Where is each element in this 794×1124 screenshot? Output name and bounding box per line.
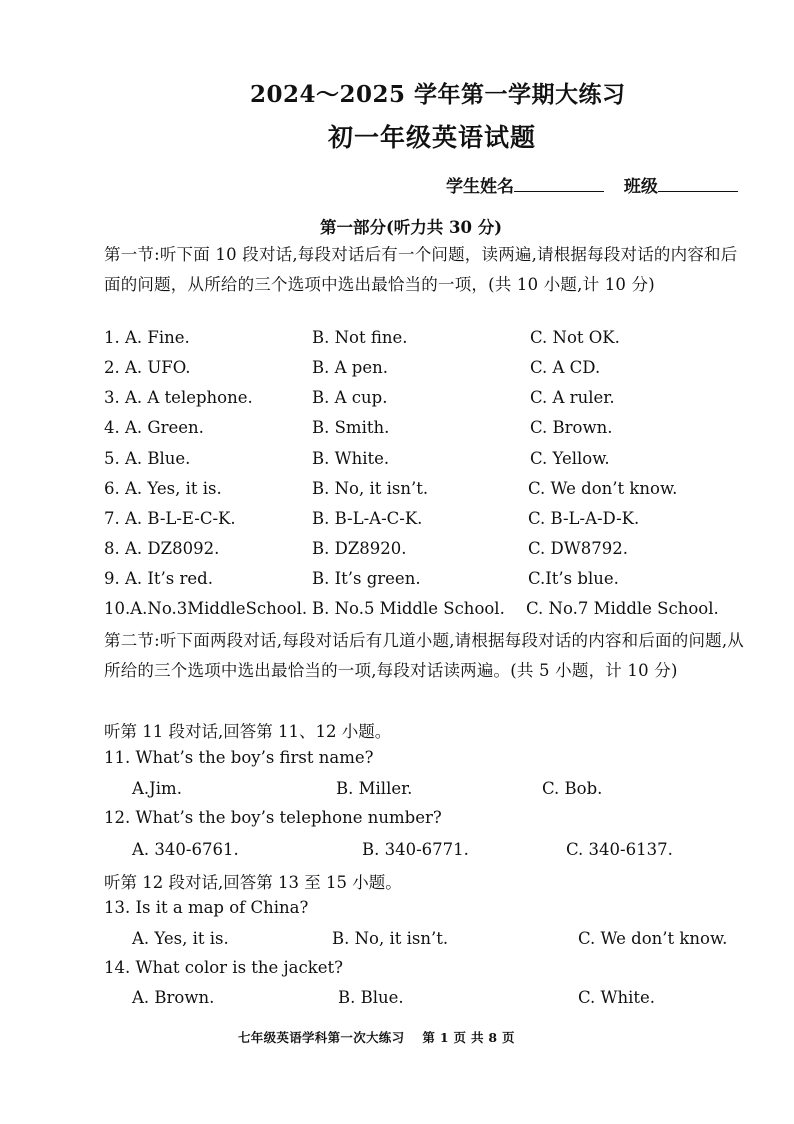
option-a: 5. A. Blue. xyxy=(104,449,191,468)
option-b: B. White. xyxy=(312,449,390,468)
option-b: B. B-L-A-C-K. xyxy=(312,509,423,528)
question-row xyxy=(0,509,794,539)
question-row xyxy=(0,988,794,1018)
exam-subtitle: 初一年级英语试题 xyxy=(328,123,537,152)
question-row xyxy=(0,929,794,959)
question-row xyxy=(0,358,794,388)
option-c: C. White. xyxy=(578,988,656,1007)
question-row xyxy=(0,328,794,358)
option-c: C. Not OK. xyxy=(530,328,620,347)
question-row xyxy=(0,449,794,479)
question-row xyxy=(0,779,794,809)
question-row xyxy=(0,599,794,629)
option-c: C. No.7 Middle School. xyxy=(526,599,719,618)
option-b: B. Blue. xyxy=(338,988,404,1007)
option-c: C. A ruler. xyxy=(530,388,615,407)
question-row xyxy=(0,840,794,870)
option-c: C. Bob. xyxy=(542,779,603,798)
option-a: A. Yes, it is. xyxy=(132,929,229,948)
footer-exam-name: 七年级英语学科第一次大练习 xyxy=(238,1030,405,1045)
option-b: B. No, it isn’t. xyxy=(312,479,429,498)
option-b: B. 340-6771. xyxy=(362,840,469,859)
option-a: 7. A. B-L-E-C-K. xyxy=(104,509,236,528)
exam-title: 2024～2025 学年第一学期大练习 xyxy=(250,81,626,108)
option-b: B. Not fine. xyxy=(312,328,408,347)
option-a: 10.A.No.3MiddleSchool. xyxy=(104,599,308,618)
question-row xyxy=(0,539,794,569)
option-a: A. Brown. xyxy=(132,988,215,1007)
question-row xyxy=(0,388,794,418)
option-a: 1. A. Fine. xyxy=(104,328,190,347)
option-b: B. Smith. xyxy=(312,418,390,437)
name-label: 学生姓名 xyxy=(446,177,514,197)
footer-page-info: 第 1 页 共 8 页 xyxy=(422,1030,515,1045)
question-stem: 14. What color is the jacket? xyxy=(104,958,343,977)
option-c: C. We don’t know. xyxy=(528,479,678,498)
option-b: B. Miller. xyxy=(336,779,413,798)
option-a: 4. A. Green. xyxy=(104,418,204,437)
dialogue12-heading: 听第 12 段对话,回答第 13 至 15 小题。 xyxy=(104,873,402,892)
option-b: B. A cup. xyxy=(312,388,388,407)
option-a: A. 340-6761. xyxy=(132,840,239,859)
question-stem: 12. What’s the boy’s telephone number? xyxy=(104,808,442,827)
option-b: B. A pen. xyxy=(312,358,388,377)
option-a: A.Jim. xyxy=(132,779,182,798)
option-c: C. Brown. xyxy=(530,418,613,437)
section2-instructions: 第二节:听下面两段对话,每段对话后有几道小题,请根据每段对话的内容和后面的问题,从所给的三个选项中选出最恰当的一项,每段对话读两遍。(共 5 小题，计 10 分) xyxy=(104,631,744,680)
part1-title: 第一部分(听力共 30 分) xyxy=(320,218,503,237)
student-info-line xyxy=(446,172,738,197)
option-a: 9. A. It’s red. xyxy=(104,569,213,588)
option-c: C. Yellow. xyxy=(530,449,610,468)
option-c: C. 340-6137. xyxy=(566,840,673,859)
page-footer xyxy=(238,1028,515,1046)
dialogue11-heading: 听第 11 段对话,回答第 11、12 小题。 xyxy=(104,722,392,741)
name-blank xyxy=(514,177,604,192)
option-b: B. It’s green. xyxy=(312,569,421,588)
option-b: B. DZ8920. xyxy=(312,539,407,558)
option-c: C. We don’t know. xyxy=(578,929,728,948)
option-a: 6. A. Yes, it is. xyxy=(104,479,222,498)
class-blank xyxy=(658,177,738,192)
option-a: 3. A. A telephone. xyxy=(104,388,253,407)
question-stem: 13. Is it a map of China? xyxy=(104,898,309,917)
question-row xyxy=(0,418,794,448)
option-c: C. A CD. xyxy=(530,358,601,377)
option-a: 2. A. UFO. xyxy=(104,358,191,377)
question-stem: 11. What’s the boy’s first name? xyxy=(104,748,374,767)
option-b: B. No, it isn’t. xyxy=(332,929,449,948)
question-row xyxy=(0,569,794,599)
question-row xyxy=(0,479,794,509)
option-c: C. B-L-A-D-K. xyxy=(528,509,640,528)
option-b: B. No.5 Middle School. xyxy=(312,599,505,618)
section1-instructions: 第一节:听下面 10 段对话,每段对话后有一个问题，读两遍,请根据每段对话的内容和后面的问题，从所给的三个选项中选出最恰当的一项，(共 10 小题,计 10 分) xyxy=(104,245,738,294)
option-c: C. DW8792. xyxy=(528,539,628,558)
option-a: 8. A. DZ8092. xyxy=(104,539,220,558)
option-c: C.It’s blue. xyxy=(528,569,619,588)
class-label: 班级 xyxy=(623,177,658,197)
